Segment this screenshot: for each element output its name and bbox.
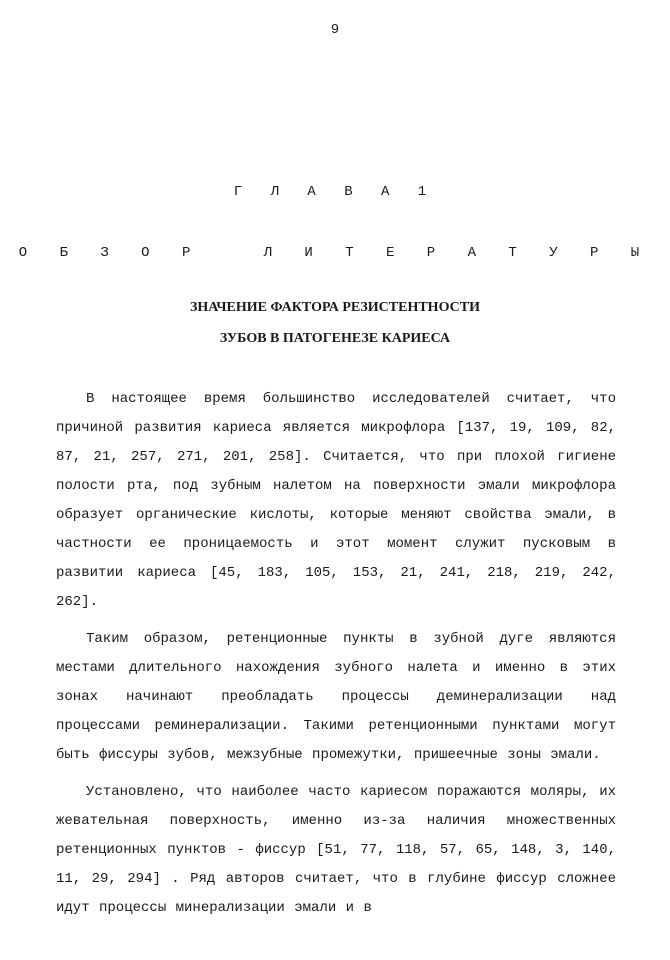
paragraph-1: В настоящее время большинство исследователей считает, что причиной развития кариеса является микрофлора [137, 19, 109, 82, 87, 21, 257, 271, 201, 258]. Считается, что при плохой гигиене полости рта, под зубным налетом на поверхности эмали микрофлора образует органические кислоты, которые меняют свойства эмали, в частности ее проницаемость и этот момент служит пусковым в развитии кариеса [45, 183, 105, 153, 21, 241, 218, 219, 242, 262]. bbox=[56, 391, 616, 610]
heading-line-2: ЗУБОВ В ПАТОГЕНЕЗЕ КАРИЕСА bbox=[219, 331, 451, 346]
chapter-title: Г Л А В А 1 bbox=[233, 184, 437, 200]
body-text bbox=[56, 385, 616, 923]
section-title: О Б З О Р Л И Т Е Р А Т У Р Ы bbox=[18, 245, 652, 261]
paragraph-2: Таким образом, ретенционные пункты в зубной дуге являются местами длительного нахождения зубного налета и именно в этих зонах начинают преобладать процессы деминерализации над процессами реминерализации. Такими ретенционными пунктами могут быть фиссуры зубов, межзубные промежутки, пришеечные зоны эмали. bbox=[56, 631, 616, 763]
paragraph-3: Установлено, что наиболее часто кариесом поражаются моляры, их жевательная поверхность, именно из-за наличия множественных ретенционных пунктов - фиссур [51, 77, 118, 57, 65, 148, 3, 140, 11, 29, 294] . Ряд авторов считает, что в глубине фиссур сложнее идут процессы минерализации эмали и в bbox=[56, 784, 616, 916]
page-number: 9 bbox=[330, 22, 340, 38]
heading-line-1: ЗНАЧЕНИЕ ФАКТОРА РЕЗИСТЕНТНОСТИ bbox=[190, 300, 480, 315]
